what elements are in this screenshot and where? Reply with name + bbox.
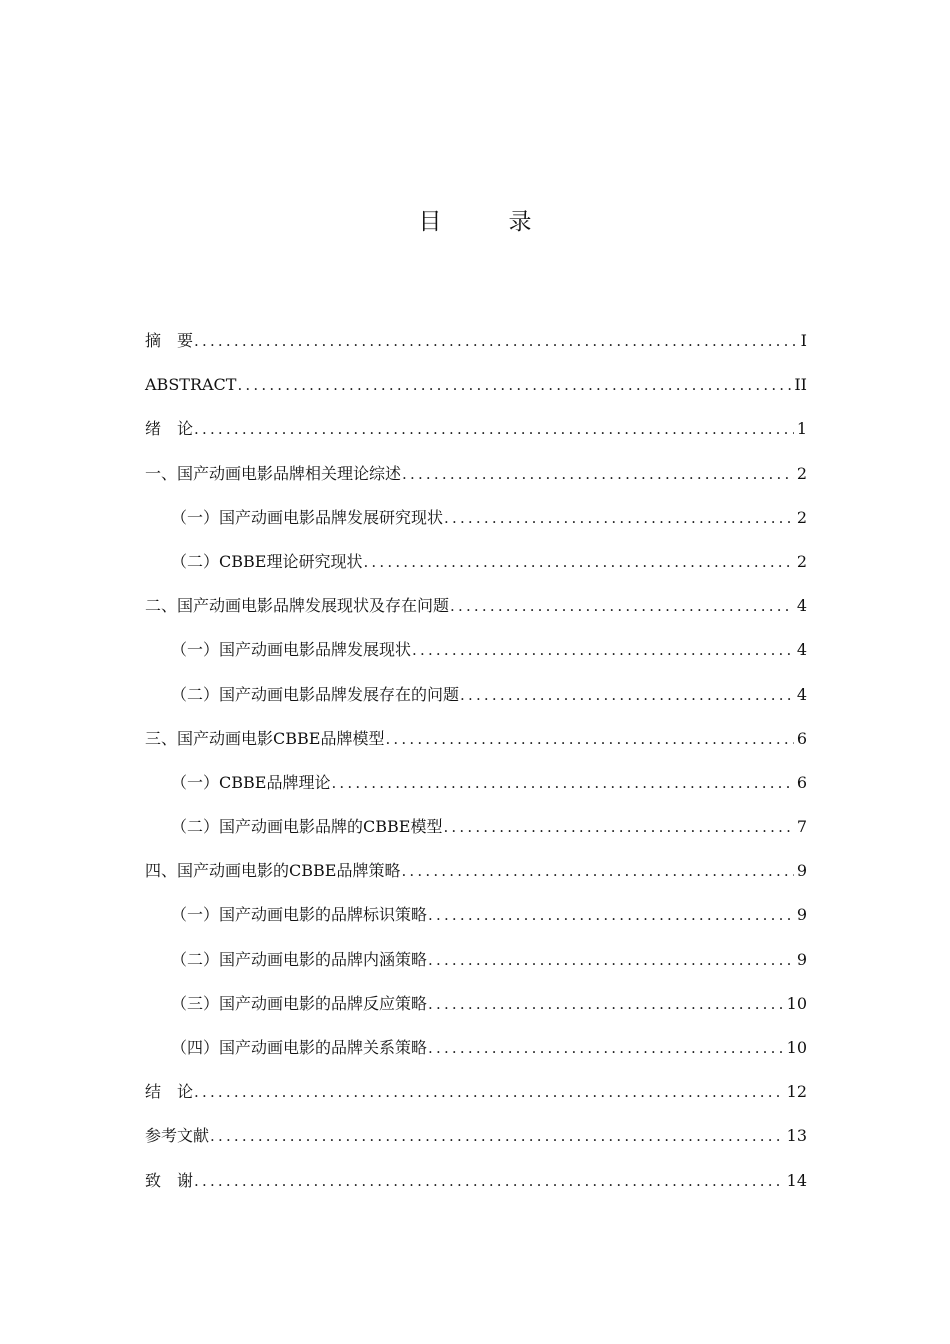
toc-page-number: 10 <box>786 993 807 1013</box>
toc-page-number: 6 <box>796 728 807 748</box>
toc-entry[interactable] <box>145 678 807 722</box>
toc-page-number: 9 <box>796 861 807 881</box>
toc-leader-dots <box>450 589 794 623</box>
toc-entry-label: 致 谢 <box>145 1170 194 1190</box>
toc-entry[interactable] <box>145 943 807 987</box>
toc-leader-dots <box>194 324 798 358</box>
toc-page-number: I <box>800 331 807 350</box>
toc-entry[interactable] <box>145 368 807 412</box>
toc-entry[interactable] <box>145 1119 807 1163</box>
toc-entry[interactable] <box>145 722 807 766</box>
toc-entry[interactable] <box>145 1075 807 1119</box>
toc-page-number: 6 <box>796 772 807 792</box>
toc-page-number: 10 <box>786 1038 807 1057</box>
toc-entry[interactable] <box>145 633 807 677</box>
toc-entry-label: （二）国产动画电影的品牌内涵策略 <box>171 949 428 969</box>
toc-entry-label: 摘 要 <box>145 331 194 350</box>
toc-leader-dots <box>428 898 794 932</box>
toc-entry-label: 二、国产动画电影品牌发展现状及存在问题 <box>145 596 450 616</box>
toc-leader-dots <box>401 854 793 888</box>
toc-entry-label: 三、国产动画电影CBBE品牌模型 <box>145 728 385 748</box>
toc-entry[interactable] <box>145 1164 807 1208</box>
toc-page-number: 9 <box>796 905 807 925</box>
toc-leader-dots <box>428 987 784 1021</box>
toc-entry[interactable] <box>145 854 807 898</box>
toc-entry[interactable] <box>145 1031 807 1075</box>
toc-leader-dots <box>363 545 793 579</box>
toc-leader-dots <box>194 1164 784 1198</box>
toc-entry[interactable] <box>145 987 807 1031</box>
toc-leader-dots <box>210 1119 784 1153</box>
toc-entry[interactable] <box>145 589 807 633</box>
toc-page-number: 4 <box>796 684 807 704</box>
toc-entry[interactable] <box>145 457 807 501</box>
toc-leader-dots <box>237 368 791 402</box>
toc-entry-label: 参考文献 <box>145 1126 210 1146</box>
toc-page-number: 9 <box>796 949 807 969</box>
toc-entry-label: 绪 论 <box>145 419 194 439</box>
toc-entry-label: 一、国产动画电影品牌相关理论综述 <box>145 463 402 483</box>
toc-entry[interactable] <box>145 501 807 545</box>
toc-leader-dots <box>194 412 794 446</box>
toc-entry[interactable] <box>145 766 807 810</box>
toc-page-number: 4 <box>796 640 807 660</box>
toc-entry[interactable] <box>145 412 807 456</box>
toc-entry-label: 四、国产动画电影的CBBE品牌策略 <box>145 861 401 881</box>
toc-entry-label: （二）国产动画电影品牌的CBBE模型 <box>171 817 443 837</box>
toc-entry-label: （一）国产动画电影的品牌标识策略 <box>171 905 428 925</box>
toc-leader-dots <box>444 501 794 535</box>
toc-page-number: 2 <box>796 507 807 527</box>
toc-entry[interactable] <box>145 810 807 854</box>
toc-leader-dots <box>385 722 793 756</box>
toc-entry-label: （一）CBBE品牌理论 <box>171 772 331 792</box>
toc-page-number: 12 <box>786 1082 807 1102</box>
toc-entry[interactable] <box>145 324 807 368</box>
toc-entry[interactable] <box>145 898 807 942</box>
toc-entry-label: （三）国产动画电影的品牌反应策略 <box>171 993 428 1013</box>
toc-page-number: 2 <box>796 463 807 483</box>
toc-leader-dots <box>412 633 794 667</box>
toc-page-number: 13 <box>786 1126 807 1146</box>
toc-entry[interactable] <box>145 545 807 589</box>
toc-page-number: 1 <box>796 419 807 439</box>
toc-leader-dots <box>402 457 794 491</box>
toc-entry-label: （四）国产动画电影的品牌关系策略 <box>171 1038 428 1057</box>
toc-page-number: 7 <box>796 817 807 837</box>
toc-leader-dots <box>194 1075 784 1109</box>
toc-leader-dots <box>331 766 793 800</box>
toc-leader-dots <box>428 943 794 977</box>
toc-entry-label: （二）国产动画电影品牌发展存在的问题 <box>171 684 460 704</box>
toc-page-number: 2 <box>796 551 807 571</box>
toc-leader-dots <box>460 678 794 712</box>
toc-page-number: 4 <box>796 596 807 616</box>
table-of-contents <box>145 324 807 1208</box>
toc-entry-label: （一）国产动画电影品牌发展现状 <box>171 640 412 660</box>
page-title: 目 录 <box>418 209 554 235</box>
toc-leader-dots <box>428 1031 784 1065</box>
toc-entry-label: 结 论 <box>145 1082 194 1102</box>
toc-entry-label: （二）CBBE理论研究现状 <box>171 551 363 571</box>
toc-page-number: II <box>794 375 807 395</box>
toc-page-number: 14 <box>786 1170 807 1190</box>
toc-entry-label: ABSTRACT <box>145 375 237 395</box>
toc-leader-dots <box>443 810 793 844</box>
toc-entry-label: （一）国产动画电影品牌发展研究现状 <box>171 507 444 527</box>
